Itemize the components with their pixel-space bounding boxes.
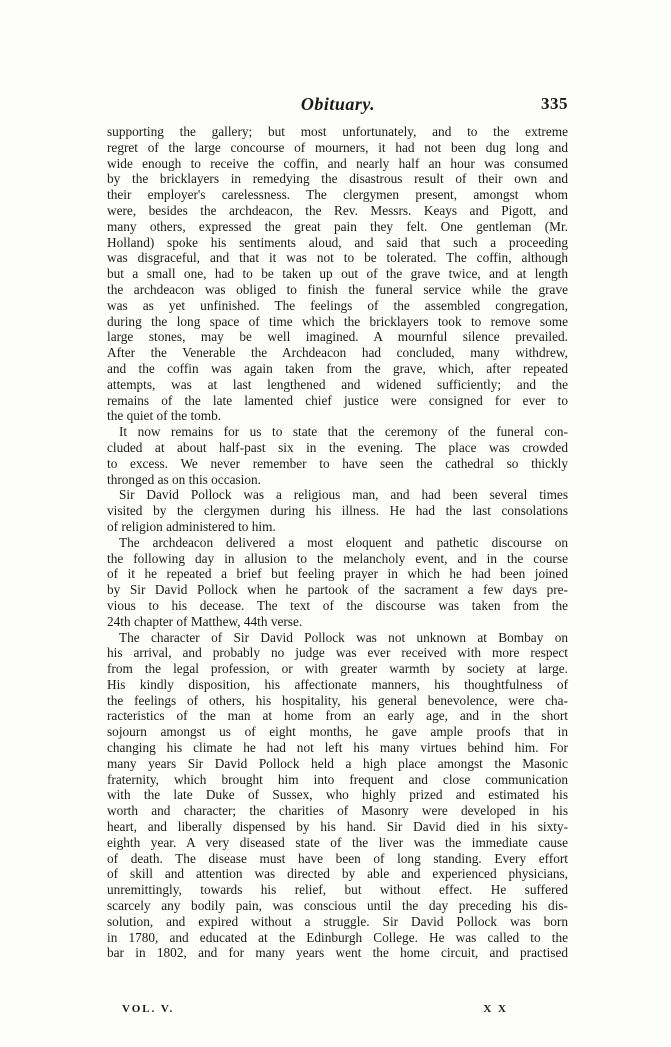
text-line: was disgraceful, and that it was not to be tolerated. The coffin, although [107, 250, 568, 266]
text-line: unremittingly, towards his relief, but without effect. He suffered [107, 882, 568, 898]
text-line: racteristics of the man at home from an early age, and in the short [107, 708, 568, 724]
text-line: 24th chapter of Matthew, 44th verse. [107, 613, 303, 629]
text-line: visited by the clergymen during his illness. He had the last consolations [107, 503, 568, 519]
text-line: of skill and attention was directed by able and experienced physicians, [107, 866, 568, 882]
signature-mark: X X [483, 1003, 508, 1015]
text-line: to excess. We never remember to have seen the cathedral so thickly [107, 455, 568, 471]
text-line: vious to his decease. The text of the discourse was taken from the [107, 597, 568, 613]
text-line: worth and character; the charities of Masonry were developed in his [107, 803, 568, 819]
text-line: in 1780, and educated at the Edinburgh College. He was called to the [107, 929, 568, 945]
page-number: 335 [541, 94, 568, 113]
text-line: and the coffin was again taken from the grave, which, after repeated [107, 360, 568, 376]
text-line: His kindly disposition, his affectionate manners, his thoughtfulness of [107, 676, 568, 692]
text-line: supporting the gallery; but most unfortunately, and to the extreme [107, 124, 568, 139]
text-line: the following day in allusion to the melancholy event, and in the course [107, 550, 568, 566]
running-title: Obituary. [300, 94, 376, 114]
running-head [108, 94, 568, 118]
text-line: of religion administered to him. [107, 518, 276, 534]
text-line: but a small one, had to be taken up out of the grave twice, and at length [107, 266, 568, 282]
text-line: It now remains for us to state that the ceremony of the funeral con- [119, 424, 568, 440]
text-line: The archdeacon delivered a most eloquent and pathetic discourse on [119, 534, 568, 550]
text-line: the archdeacon was obliged to finish the funeral service while the grave [107, 281, 568, 297]
text-line: thronged as on this occasion. [107, 471, 261, 487]
text-line: wide enough to receive the coffin, and nearly half an hour was consumed [107, 155, 568, 171]
text-line: regret of the large concourse of mourners, it had not been dug long and [107, 139, 568, 155]
text-line: attempts, was at last lengthened and widened sufficiently; and the [107, 376, 568, 392]
text-line: fraternity, which brought him into frequent and close communication [107, 771, 568, 787]
text-line: many years Sir David Pollock held a high place amongst the Masonic [107, 755, 568, 771]
volume-label: VOL. V. [122, 1003, 175, 1015]
text-line: of it he repeated a brief but feeling prayer in which he had been joined [107, 566, 568, 582]
text-line: solution, and expired without a struggle. Sir David Pollock was born [107, 913, 568, 929]
text-line: Holland) spoke his sentiments aloud, and said that such a proceeding [107, 234, 568, 250]
text-line: eighth year. A very diseased state of the liver was the immediate cause [107, 834, 568, 850]
text-line: from the legal profession, or with greater warmth by society at large. [107, 661, 568, 677]
text-line: sojourn amongst us of eight months, he gave ample proofs that in [107, 724, 568, 740]
text-line: by the bricklayers in remedying the disastrous result of their own and [107, 171, 568, 187]
text-line: After the Venerable the Archdeacon had concluded, many withdrew, [107, 345, 568, 361]
text-line: cluded at about half-past six in the evening. The place was crowded [107, 439, 568, 455]
text-line: of death. The disease must have been of long standing. Every effort [107, 850, 568, 866]
text-line: with the late Duke of Sussex, who highly prized and estimated his [107, 787, 568, 803]
text-line: the feelings of others, his hospitality, his general benevolence, were cha- [107, 692, 568, 708]
text-line: his arrival, and probably no judge was ever received with more respect [107, 645, 568, 661]
text-line: many others, expressed the great pain they felt. One gentleman (Mr. [107, 218, 568, 234]
page-footer [122, 1003, 508, 1019]
text-line: remains of the late lamented chief justice were consigned for ever to [107, 392, 568, 408]
text-line: changing his climate he had not left his many virtues behind him. For [107, 740, 568, 756]
text-line: by Sir David Pollock when he partook of the sacrament a few days pre- [107, 582, 568, 598]
text-line: scarcely any bodily pain, was conscious until the day preceding his dis- [107, 898, 568, 914]
text-line: The character of Sir David Pollock was not unknown at Bombay on [119, 629, 568, 645]
text-line: during the long space of time which the bricklayers took to remove some [107, 313, 568, 329]
text-line: was as yet unfinished. The feelings of the assembled congregation, [107, 297, 568, 313]
text-line: Sir David Pollock was a religious man, and had been several times [119, 487, 568, 503]
text-line: large stones, may be well imagined. A mournful silence prevailed. [107, 329, 568, 345]
text-line: the quiet of the tomb. [107, 408, 222, 424]
text-line: bar in 1802, and for many years went the home circuit, and practised [107, 945, 568, 961]
text-line: their employer's carelessness. The clergymen present, amongst whom [107, 187, 568, 203]
text-line: were, besides the archdeacon, the Rev. Messrs. Keays and Pigott, and [107, 202, 568, 218]
text-line: heart, and liberally dispensed by his hand. Sir David died in his sixty- [107, 819, 568, 835]
obituary-body-text [107, 124, 568, 961]
